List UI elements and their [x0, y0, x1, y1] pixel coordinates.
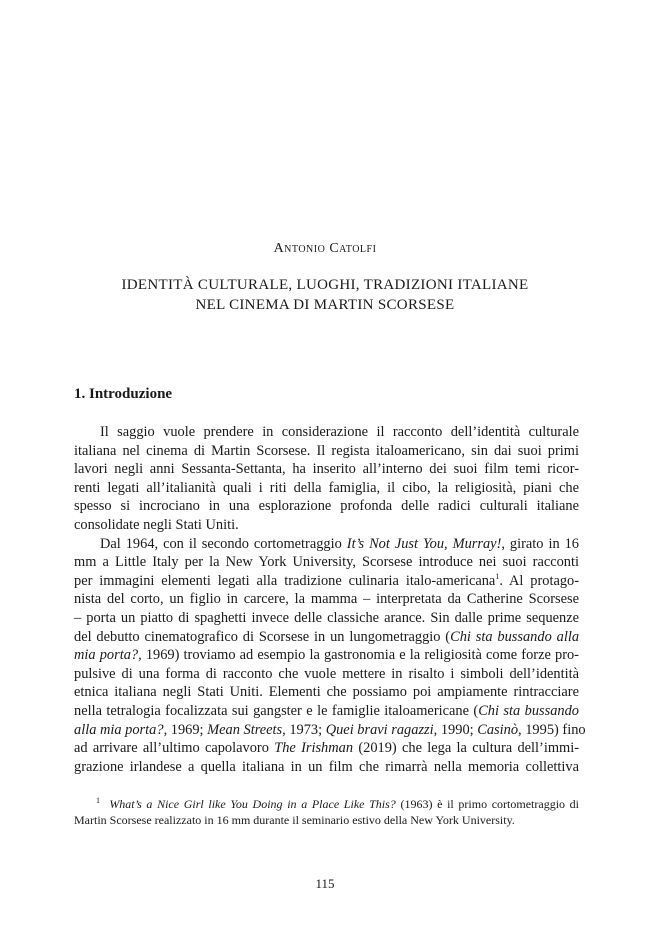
text-run: del debutto cinematografico di Scorsese in un lungometraggio (: [74, 628, 451, 645]
text-run: . Al protago-: [499, 572, 580, 589]
footnote: [74, 796, 579, 828]
text-run: (1963) è il primo cortometraggio di: [395, 797, 580, 811]
text-run: (2019) che lega la cultura dell’immi-: [353, 740, 580, 757]
film-title: Quei bravi ragazzi: [325, 721, 434, 738]
film-title: Casinò: [477, 721, 519, 738]
film-title: What’s a Nice Girl like You Doing in a Place Like This?: [109, 797, 396, 811]
film-title: Mean Streets: [207, 721, 283, 738]
film-title: The Irishman: [274, 740, 354, 757]
footnote-number: 1: [96, 796, 100, 805]
footnote-line: Martin Scorsese realizzato in 16 mm durante il seminario estivo della New York University.: [74, 813, 515, 827]
text-run: , 1969) troviamo ad esempio la gastronomia e la religiosità come forze pro-: [138, 647, 579, 664]
paragraph-1-line: spesso si incrociano in una esplorazione profonda delle radici culturali italiane: [74, 498, 579, 515]
text-run: Dal 1964, con il secondo cortometraggio: [100, 535, 347, 552]
film-title: Chi sta bussando: [478, 702, 579, 719]
paragraph-2-line: mm a Little Italy per la New York University, Scorsese introduce nei suoi racconti: [74, 554, 579, 571]
chapter-title-line-1: IDENTITÀ CULTURALE, LUOGHI, TRADIZIONI ITALIANE: [121, 277, 529, 293]
text-run: per immagini elementi legati alla tradizione culinaria italo-americana: [74, 572, 496, 589]
text-run: ad arrivare all’ultimo capolavoro: [74, 740, 275, 757]
text-run: , 1995) fino: [518, 721, 586, 738]
footnote-reference[interactable]: 1: [495, 571, 500, 581]
film-title: Chi sta bussando alla: [450, 628, 580, 645]
paragraph-1-line: italiana nel cinema di Martin Scorsese. Il regista italoamericano, sin dai suoi primi: [74, 442, 579, 459]
paragraph-2-line: [74, 628, 579, 647]
paragraph-2-line: [74, 721, 586, 740]
section-heading: 1. Introduzione: [74, 386, 173, 402]
footnote-line: [74, 796, 579, 812]
chapter-title-line-2: NEL CINEMA DI MARTIN SCORSESE: [195, 297, 455, 313]
paragraph-2-line: [74, 702, 579, 721]
film-title: mia porta?: [74, 647, 139, 664]
paragraph-2-line: nista del corto, un figlio in carcere, la mamma – interpretata da Catherine Scorsese: [74, 591, 579, 608]
paragraph-1-line: lavori negli anni Sessanta-Settanta, ha inserito all’interno dei suoi film temi ricor-: [74, 461, 579, 478]
text-run: , 1969;: [163, 721, 208, 738]
text-run: , girato in 16: [501, 535, 579, 552]
text-run: , 1990;: [433, 721, 478, 738]
chapter-title: [0, 275, 650, 315]
body-text: [74, 423, 586, 776]
paragraph-2-line: – porta un piatto di spaghetti invece delle classiche arance. Sin dalle prime sequenze: [74, 609, 579, 626]
paragraph-2-line: pulsive di una forma di racconto che vuole mettere in risalto i simboli dell’identità: [74, 665, 579, 682]
film-title: alla mia porta?: [74, 721, 164, 738]
paragraph-1-line: renti legati all’italianità quali i riti della famiglia, il cibo, la religiosità, piani che: [74, 479, 579, 496]
text-run: nella tetralogia focalizzata sui gangster e le famiglie italoamericane (: [74, 702, 479, 719]
paragraph-2-line: [74, 739, 579, 758]
paragraph-2-line: [74, 535, 579, 554]
author-name: Antonio Catolfi: [273, 241, 377, 256]
paragraph-2-line: [74, 572, 579, 591]
text-run: , 1973;: [282, 721, 326, 738]
paragraph-2-line: etnica italiana negli Stati Uniti. Elementi che possiamo poi ampiamente rintracciare: [74, 684, 579, 701]
paragraph-2-line: [74, 646, 579, 665]
paragraph-1-line: Il saggio vuole prendere in considerazione il racconto dell’identità culturale: [100, 424, 579, 440]
page-number: 115: [315, 876, 335, 891]
paragraph-2-line: grazione irlandese a quella italiana in un film che rimarrà nella memoria collettiva: [74, 758, 579, 775]
paragraph-1-line: consolidate negli Stati Uniti.: [74, 516, 239, 533]
film-title: It’s Not Just You, Murray!: [346, 535, 502, 552]
